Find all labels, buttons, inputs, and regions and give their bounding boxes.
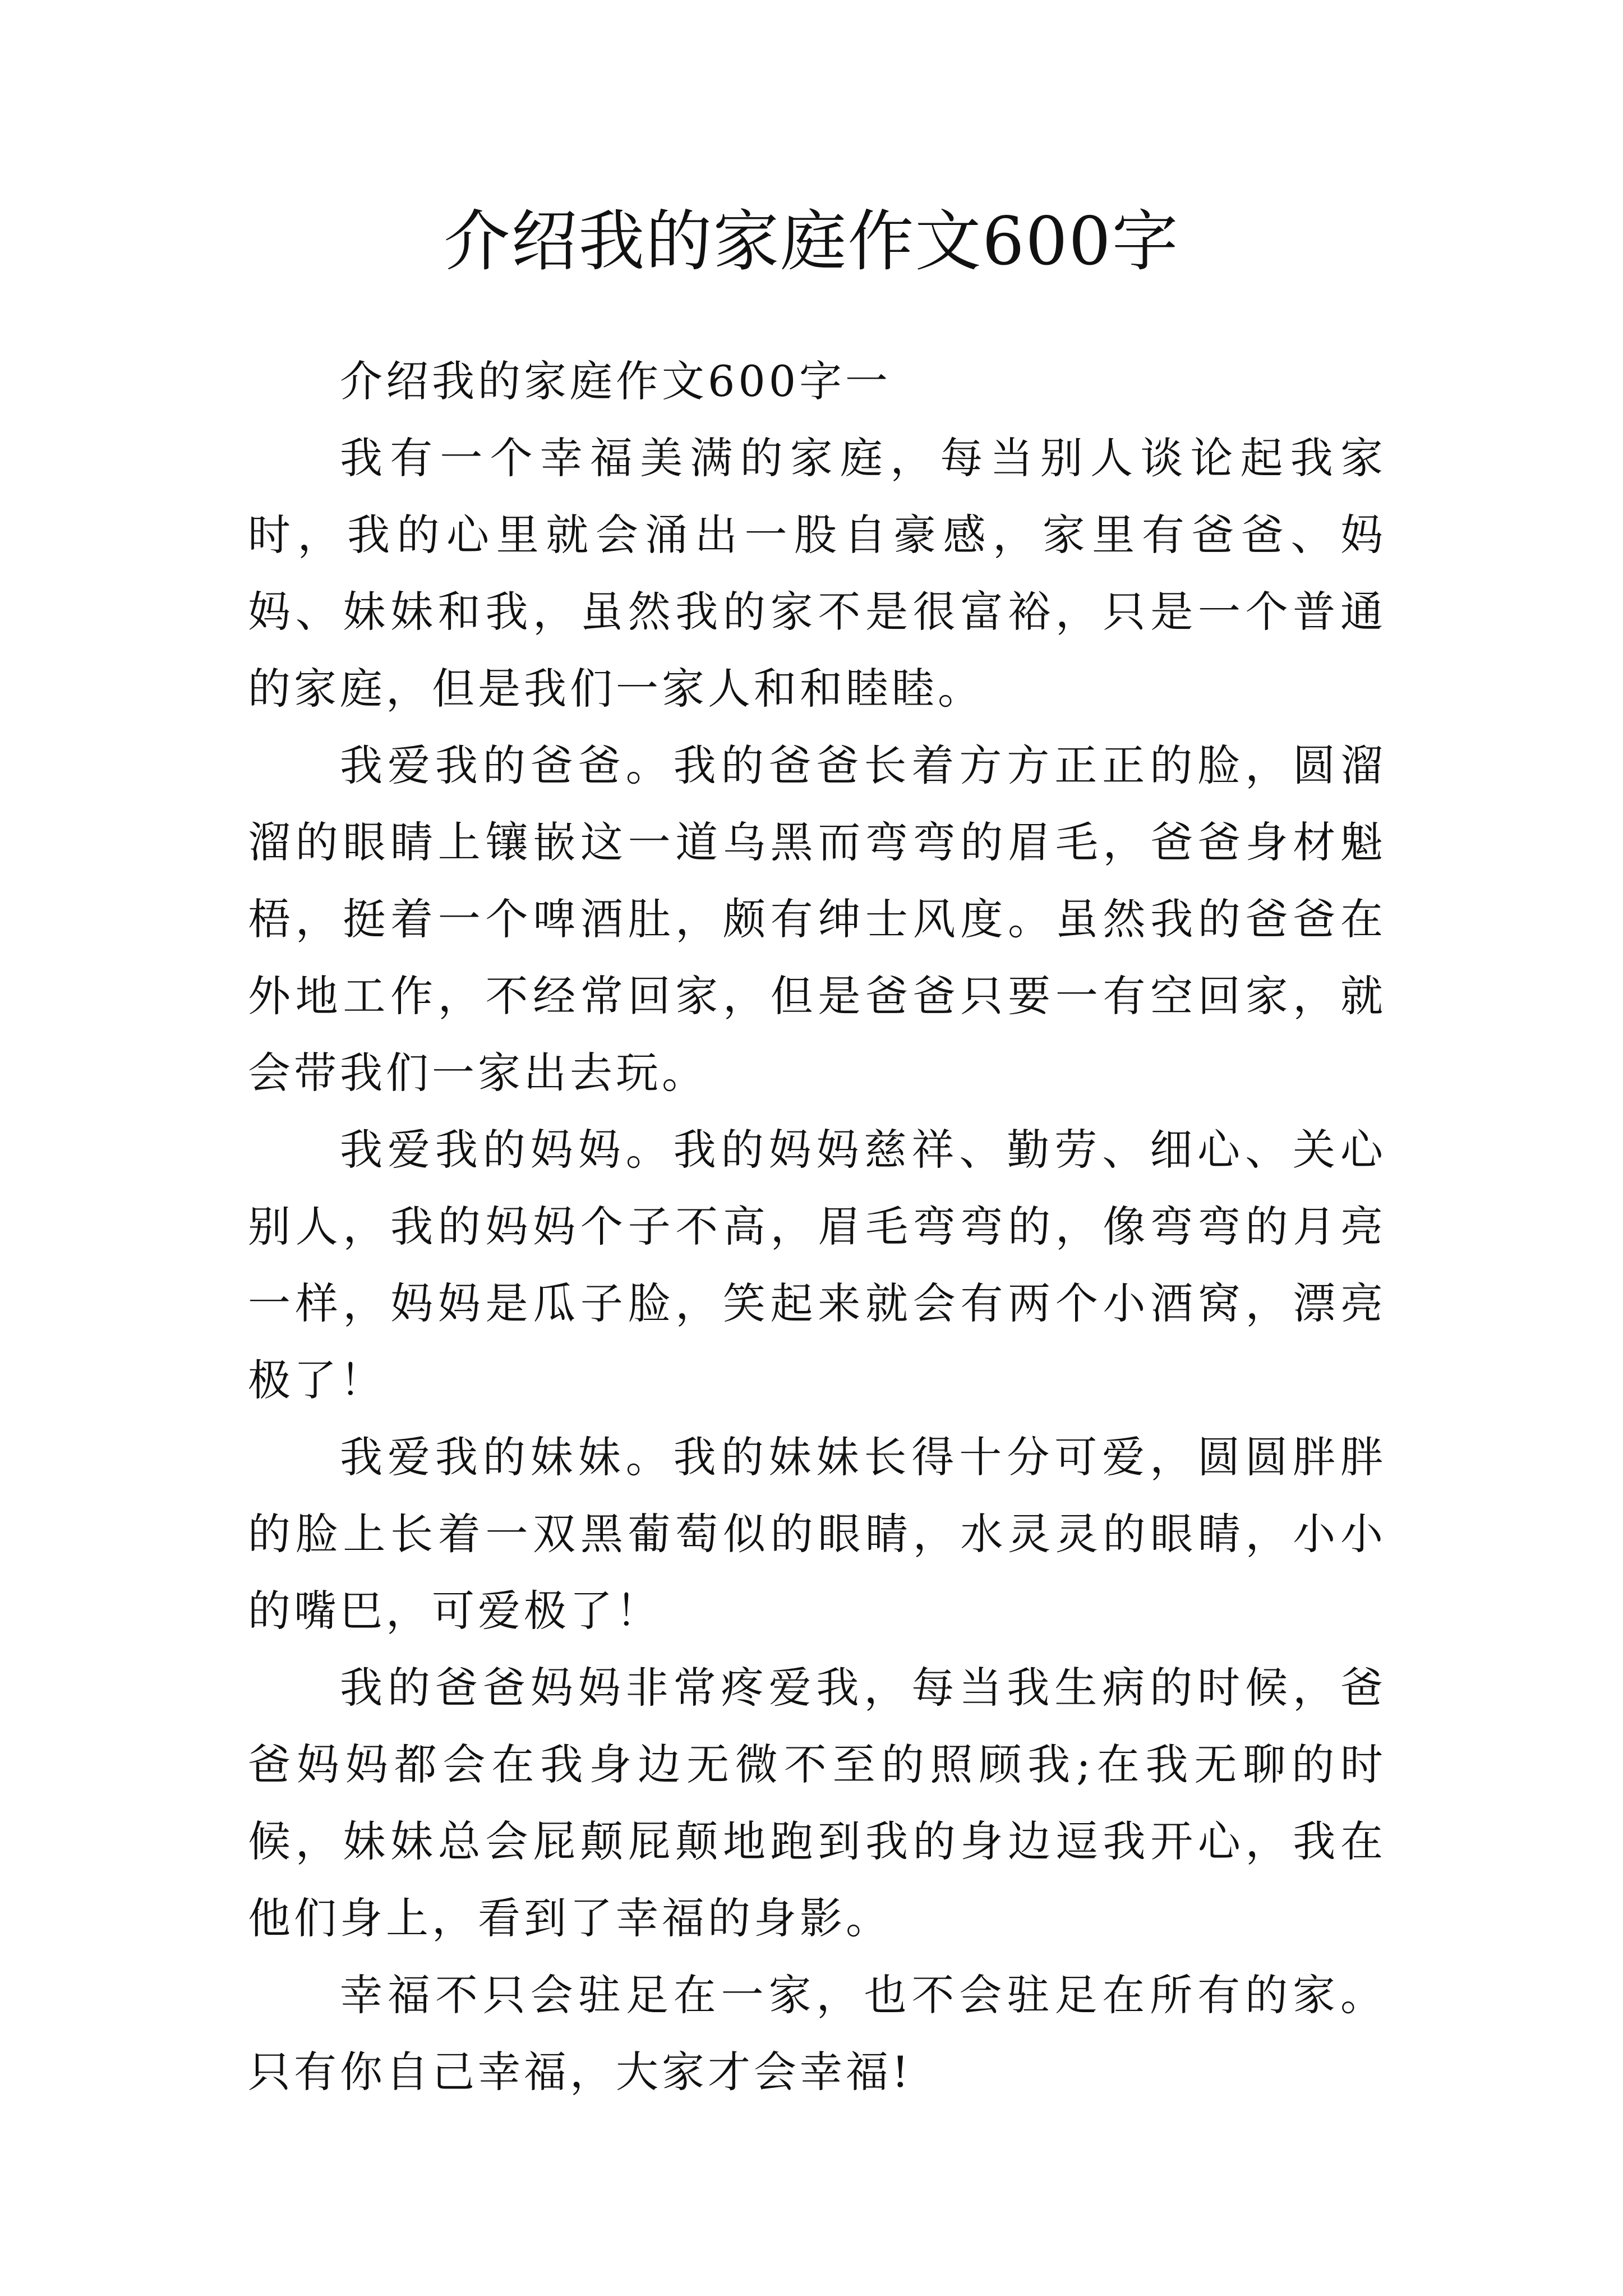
document-body [248, 343, 1386, 2110]
paragraph: 幸福不只会驻足在一家，也不会驻足在所有的家。只有你自己幸福，大家才会幸福! [248, 1970, 1386, 2097]
paragraph: 我爱我的爸爸。我的爸爸长着方方正正的脸，圆溜溜的眼睛上镶嵌这一道乌黑而弯弯的眉毛，爸爸身材魁梧，挺着一个啤酒肚，颇有绅士风度。虽然我的爸爸在外地工作，不经常回家，但是爸爸只要一有空回家，就会带我们一家出去玩。 [248, 740, 1386, 1098]
paragraph: 我爱我的妹妹。我的妹妹长得十分可爱，圆圆胖胖的脸上长着一双黑葡萄似的眼睛，水灵灵的眼睛，小小的嘴巴，可爱极了！ [248, 1432, 1386, 1636]
paragraph: 我有一个幸福美满的家庭，每当别人谈论起我家时，我的心里就会涌出一股自豪感，家里有爸爸、妈妈、妹妹和我，虽然我的家不是很富裕，只是一个普通的家庭，但是我们一家人和和睦睦。 [248, 433, 1386, 714]
document-title: 介绍我的家庭作文600字 [444, 203, 1179, 280]
paragraph-heading: 介绍我的家庭作文600字一 [340, 356, 892, 406]
paragraph: 我的爸爸妈妈非常疼爱我，每当我生病的时候，爸爸妈妈都会在我身边无微不至的照顾我;在我无聊的时候，妹妹总会屁颠屁颠地跑到我的身边逗我开心，我在他们身上，看到了幸福的身影。 [248, 1663, 1386, 1943]
paragraph: 我爱我的妈妈。我的妈妈慈祥、勤劳、细心、关心别人，我的妈妈个子不高，眉毛弯弯的，像弯弯的月亮一样，妈妈是瓜子脸，笑起来就会有两个小酒窝，漂亮极了！ [248, 1125, 1386, 1405]
